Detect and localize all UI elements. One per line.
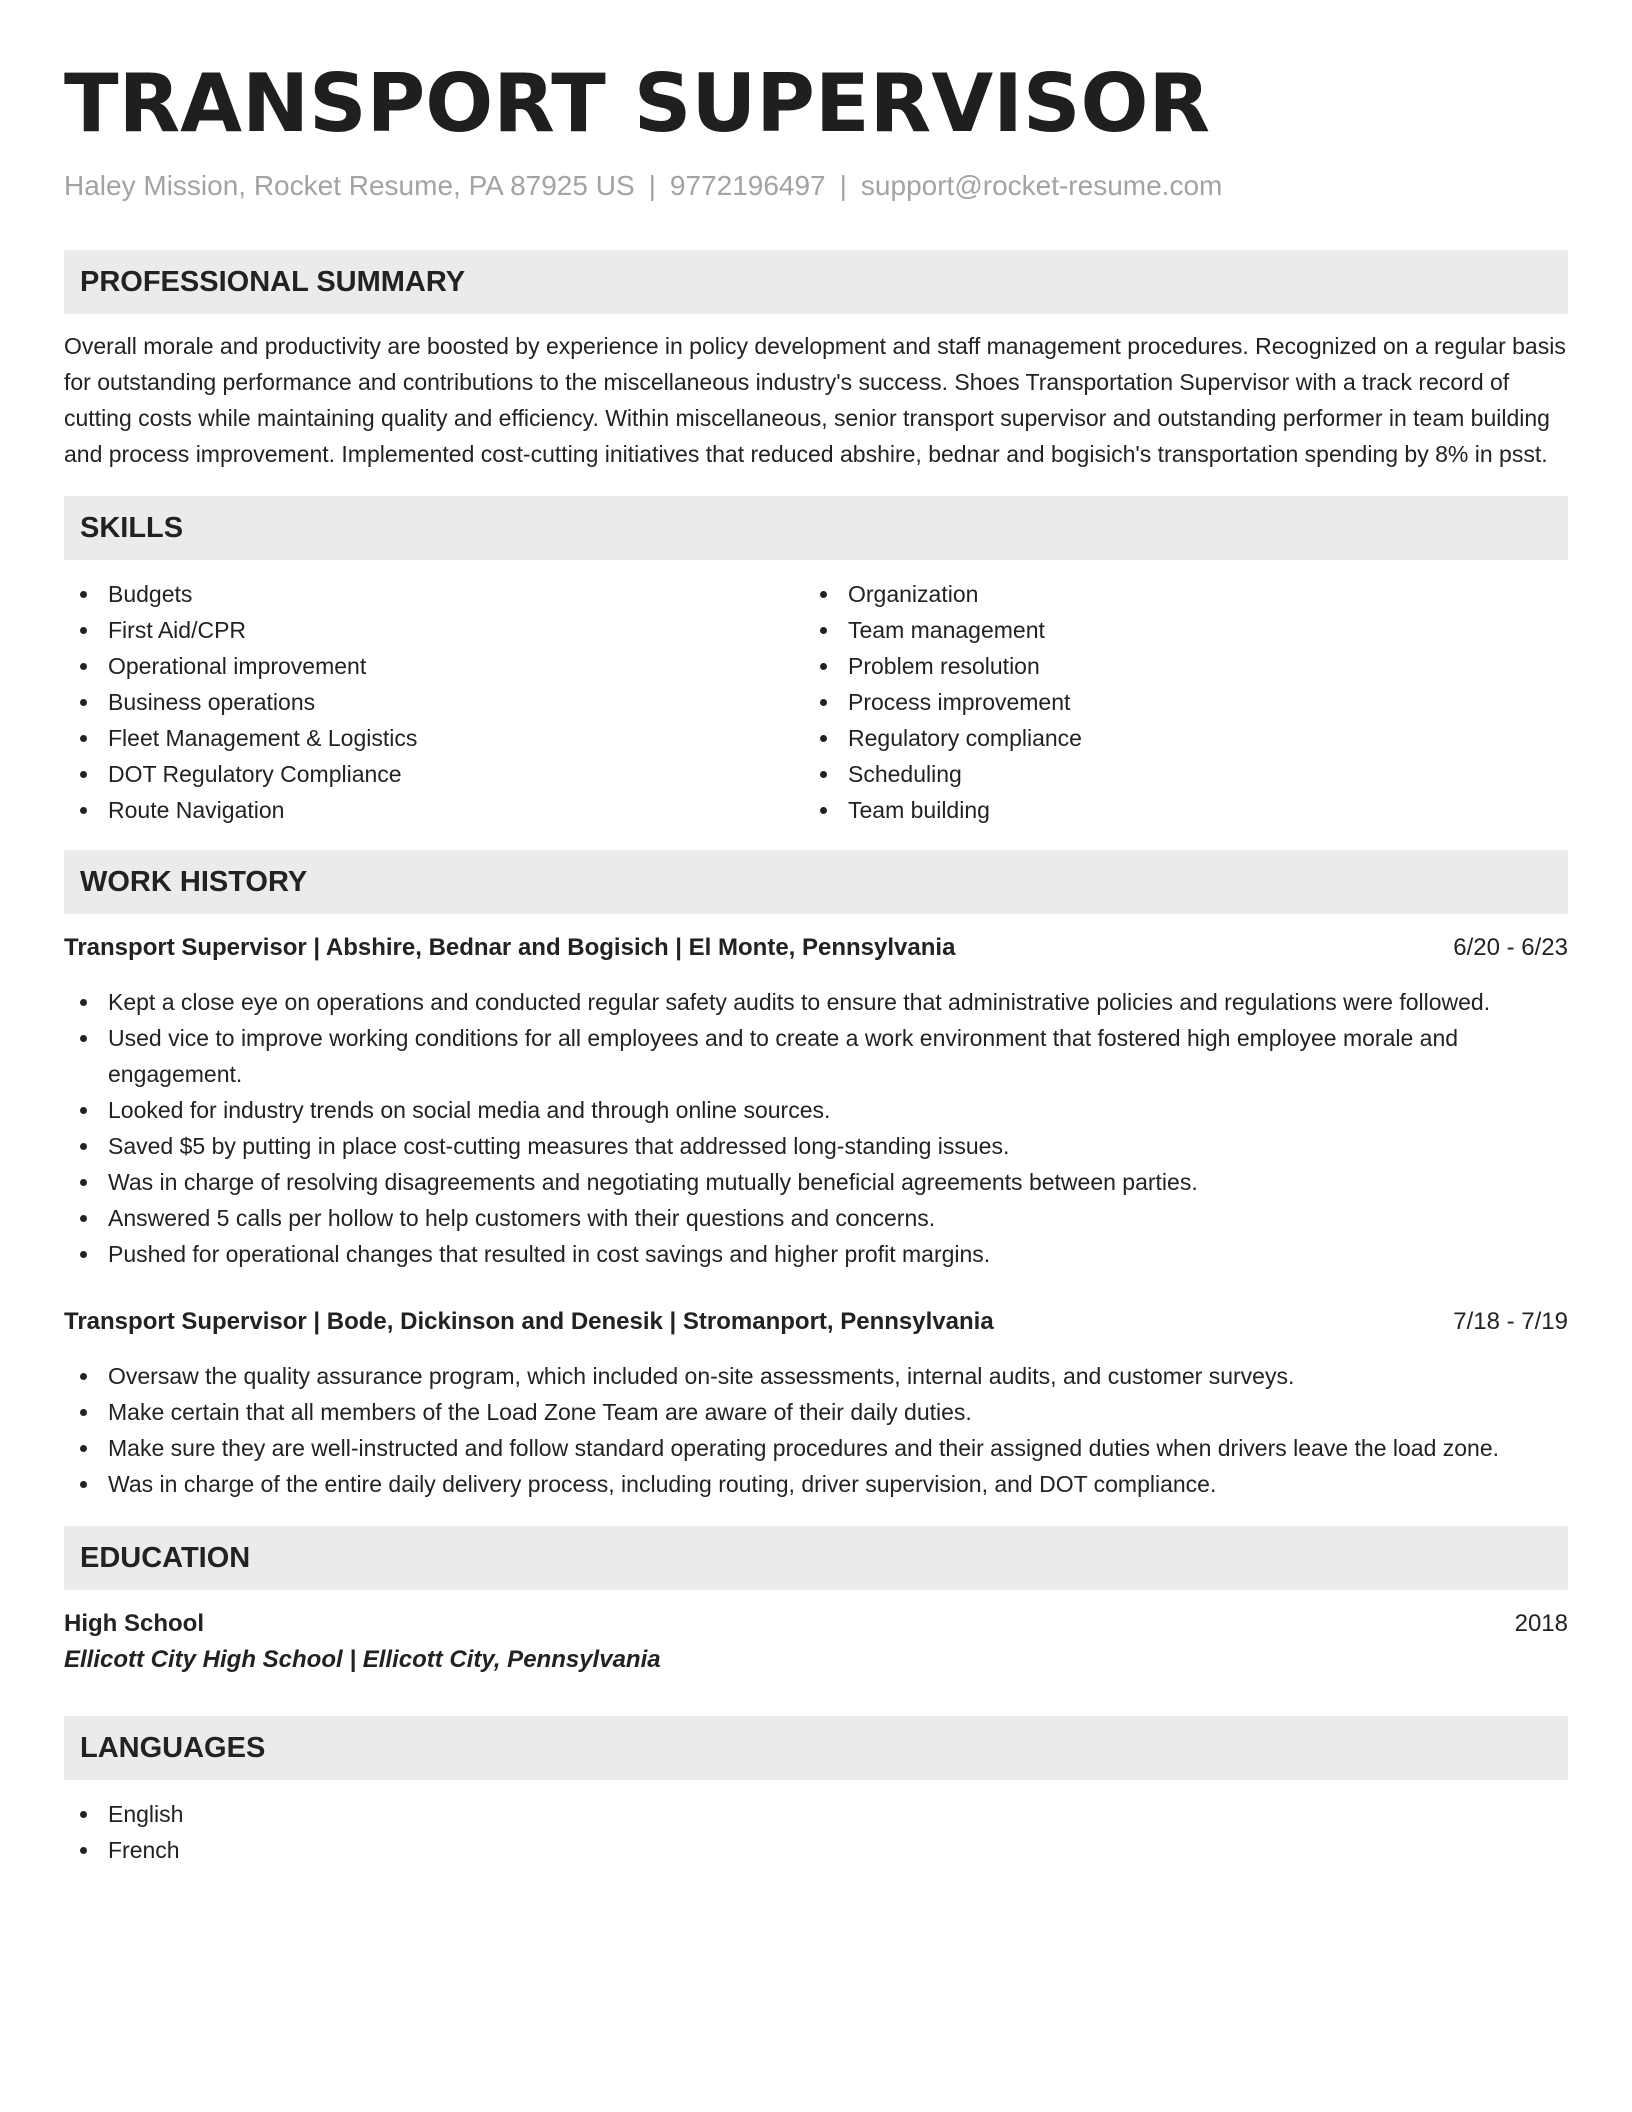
job-bullet: Make certain that all members of the Load Zone Team are aware of their daily duties. — [64, 1394, 1568, 1430]
job-bullets — [64, 984, 1568, 1272]
education-year: 2018 — [1514, 1610, 1568, 1637]
skill-item: Regulatory compliance — [804, 720, 1544, 756]
job-bullet: Make sure they are well-instructed and follow standard operating procedures and their assigned duties when drivers leave the load zone. — [64, 1430, 1568, 1466]
job-title: Transport Supervisor | Bode, Dickinson and Denesik | Stromanport, Pennsylvania — [64, 1308, 994, 1335]
section-header-education: EDUCATION — [64, 1526, 1568, 1590]
contact-line — [64, 168, 1568, 204]
contact-address: Haley Mission, Rocket Resume, PA 87925 US — [64, 170, 635, 201]
education-degree: High School — [64, 1610, 204, 1637]
contact-phone: 9772196497 — [669, 170, 826, 201]
skill-item: Budgets — [64, 576, 804, 612]
job-bullet: Was in charge of the entire daily delivery process, including routing, driver supervision, and DOT compliance. — [64, 1466, 1568, 1502]
skills-column-left — [64, 576, 804, 828]
contact-separator: | — [648, 170, 656, 201]
skill-item: Route Navigation — [64, 792, 804, 828]
language-item: English — [64, 1796, 1568, 1832]
section-header-work: WORK HISTORY — [64, 850, 1568, 914]
skill-item: Operational improvement — [64, 648, 804, 684]
skill-item: DOT Regulatory Compliance — [64, 756, 804, 792]
job-bullet: Answered 5 calls per hollow to help customers with their questions and concerns. — [64, 1200, 1568, 1236]
job-entry — [64, 1304, 1568, 1502]
job-bullet: Oversaw the quality assurance program, which included on-site assessments, internal audits, and customer surveys. — [64, 1358, 1568, 1394]
section-header-skills: SKILLS — [64, 496, 1568, 560]
skill-item: Business operations — [64, 684, 804, 720]
job-bullet: Saved $5 by putting in place cost-cutting measures that addressed long-standing issues. — [64, 1128, 1568, 1164]
skills-list-right — [804, 576, 1544, 828]
skills-list-left — [64, 576, 804, 828]
education-entry — [64, 1606, 1568, 1678]
skill-item: First Aid/CPR — [64, 612, 804, 648]
education-school: Ellicott City High School | Ellicott City, Pennsylvania — [64, 1646, 661, 1673]
job-dates: 7/18 - 7/19 — [1453, 1308, 1568, 1335]
skill-item: Fleet Management & Logistics — [64, 720, 804, 756]
job-header — [64, 930, 1568, 966]
job-bullets — [64, 1358, 1568, 1502]
language-item: French — [64, 1832, 1568, 1868]
skills-grid — [64, 576, 1568, 828]
contact-separator: | — [839, 170, 847, 201]
job-bullet: Pushed for operational changes that resulted in cost savings and higher profit margins. — [64, 1236, 1568, 1272]
section-header-summary: PROFESSIONAL SUMMARY — [64, 250, 1568, 314]
job-header — [64, 1304, 1568, 1340]
languages-list — [64, 1796, 1568, 1868]
job-entry — [64, 930, 1568, 1272]
skill-item: Problem resolution — [804, 648, 1544, 684]
summary-text: Overall morale and productivity are boosted by experience in policy development and staff management procedures. Recognized on a regular basis for outstanding performance and contributions to the miscellaneous industry's success. Shoes Transportation Supervisor with a track record of cutting costs while maintaining quality and efficiency. Within miscellaneous, senior transport supervisor and outstanding performer in team building and process improvement. Implemented cost-cutting initiatives that reduced abshire, bednar and bogisich's transportation spending by 8% in psst. — [64, 333, 1566, 467]
skill-item: Organization — [804, 576, 1544, 612]
contact-email: support@rocket-resume.com — [860, 170, 1223, 201]
job-bullet: Looked for industry trends on social media and through online sources. — [64, 1092, 1568, 1128]
skill-item: Team building — [804, 792, 1544, 828]
education-header — [64, 1606, 1568, 1642]
job-bullet: Was in charge of resolving disagreements and negotiating mutually beneficial agreements between parties. — [64, 1164, 1568, 1200]
job-bullet: Used vice to improve working conditions for all employees and to create a work environment that fostered high employee morale and engagement. — [64, 1020, 1568, 1092]
skill-item: Scheduling — [804, 756, 1544, 792]
job-dates: 6/20 - 6/23 — [1453, 934, 1568, 961]
section-header-languages: LANGUAGES — [64, 1716, 1568, 1780]
job-title: Transport Supervisor | Abshire, Bednar and Bogisich | El Monte, Pennsylvania — [64, 934, 956, 961]
skill-item: Team management — [804, 612, 1544, 648]
job-bullet: Kept a close eye on operations and conducted regular safety audits to ensure that administrative policies and regulations were followed. — [64, 984, 1568, 1020]
skill-item: Process improvement — [804, 684, 1544, 720]
resume-name: TRANSPORT SUPERVISOR — [64, 57, 1211, 150]
skills-column-right — [804, 576, 1544, 828]
